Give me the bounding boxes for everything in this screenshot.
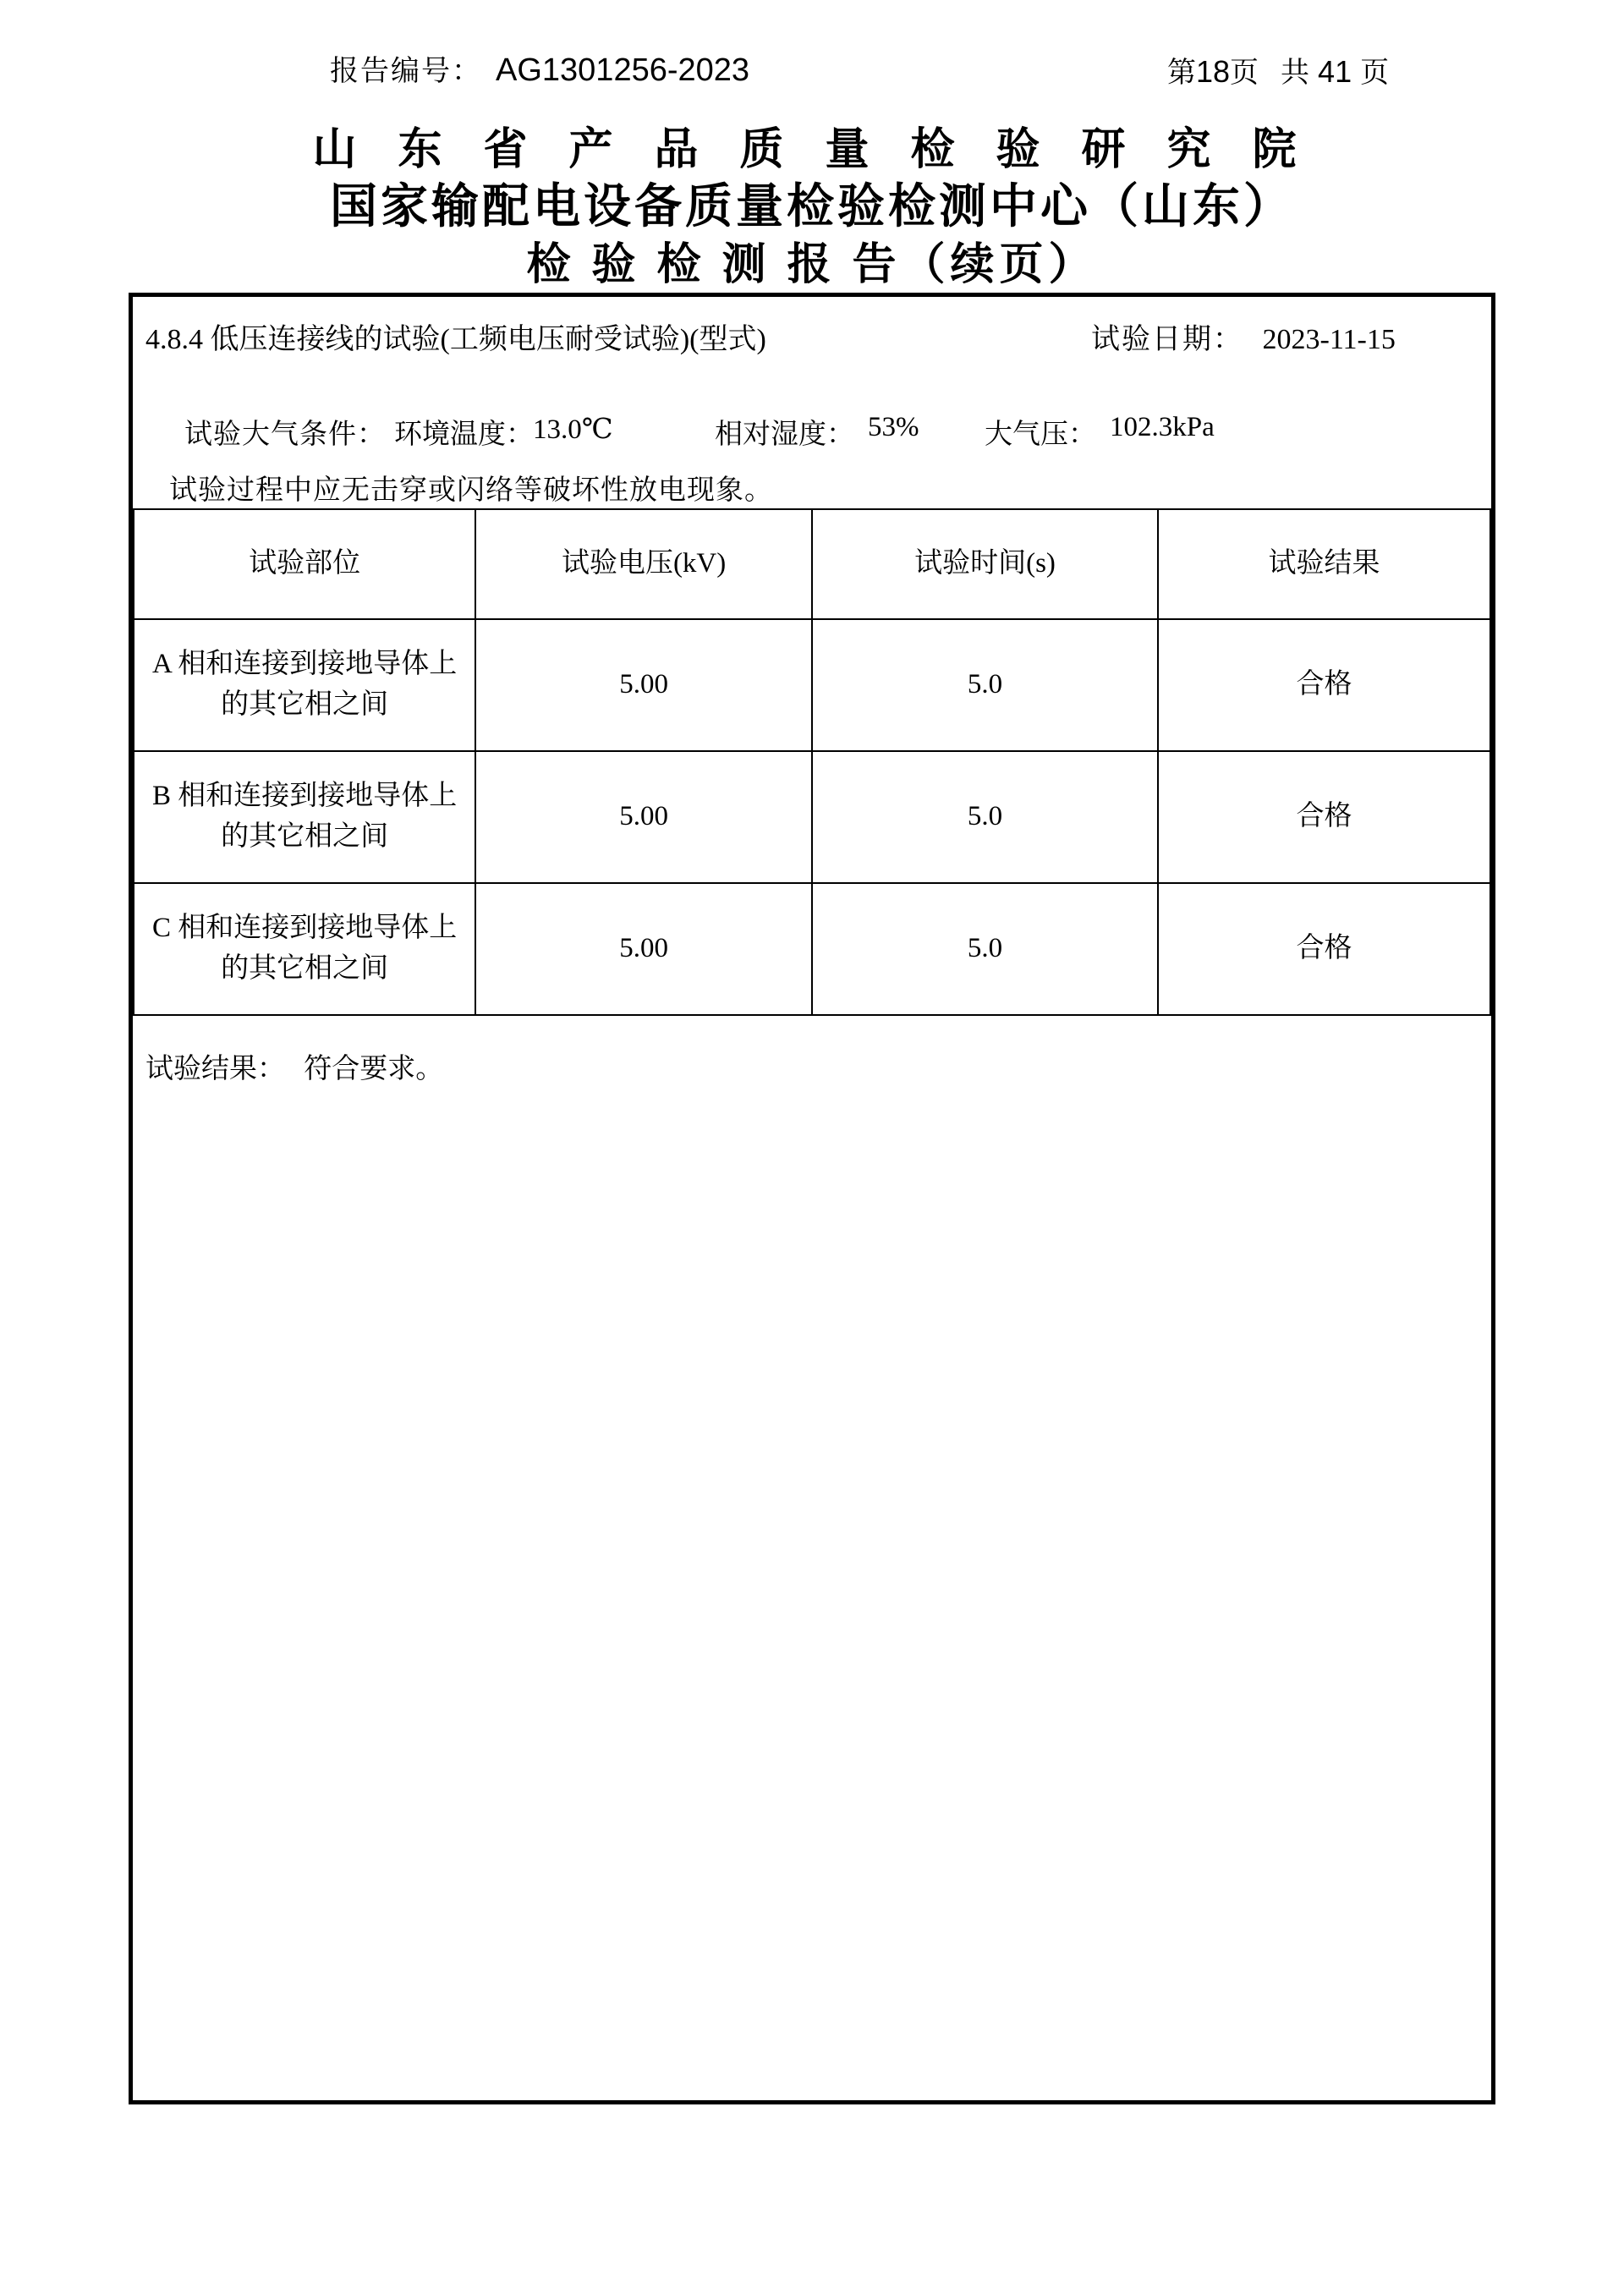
- column-header-test-result: 试验结果: [1158, 509, 1490, 619]
- atmospheric-conditions-row: [133, 412, 1486, 449]
- table-row: [134, 883, 1490, 1015]
- test-part-cell: A 相和连接到接地导体上的其它相之间: [134, 619, 475, 751]
- page-info-seg: 页: [1230, 58, 1259, 89]
- conclusion-value: 符合要求。: [304, 1054, 444, 1084]
- column-header-test-time: 试验时间(s): [812, 509, 1158, 619]
- temperature-label: 环境温度：: [394, 420, 534, 450]
- test-time-cell: 5.0: [812, 751, 1158, 883]
- humidity-value: 53%: [868, 412, 919, 442]
- test-voltage-cell: 5.00: [475, 751, 812, 883]
- section-title: 4.8.4 低压连接线的试验(工频电压耐受试验)(型式): [145, 324, 766, 355]
- test-result-cell: 合格: [1158, 751, 1490, 883]
- conditions-label: 试验大气条件：: [184, 420, 386, 450]
- page-number-info: [1167, 49, 1389, 91]
- report-content-box: [129, 293, 1495, 2104]
- center-title: 国家输配电设备质量检验检测中心（山东）: [330, 181, 1294, 233]
- current-page-number: 18: [1196, 54, 1231, 89]
- test-date-value: 2023-11-15: [1262, 324, 1396, 355]
- test-requirement-note: 试验过程中应无击穿或闪络等破坏性放电现象。: [169, 475, 773, 506]
- page-info-seg: 页: [1360, 58, 1390, 89]
- report-number-label: 报告编号：: [330, 56, 482, 87]
- table-row: [134, 751, 1490, 883]
- test-result-cell: 合格: [1158, 619, 1490, 751]
- test-results-table: [133, 508, 1491, 1016]
- test-voltage-cell: 5.00: [475, 883, 812, 1015]
- test-voltage-cell: 5.00: [475, 619, 812, 751]
- column-header-test-part: 试验部位: [134, 509, 475, 619]
- table-row: [134, 619, 1490, 751]
- test-part-cell: C 相和连接到接地导体上的其它相之间: [134, 883, 475, 1015]
- test-time-cell: 5.0: [812, 619, 1158, 751]
- report-number-line: [330, 47, 749, 89]
- column-header-test-voltage: 试验电压(kV): [475, 509, 812, 619]
- report-number-value: AG1301256-2023: [496, 52, 750, 88]
- test-date-group: [1091, 315, 1396, 357]
- test-result-cell: 合格: [1158, 883, 1490, 1015]
- temperature-value: 13.0℃: [533, 414, 613, 445]
- test-date-label: 试验日期：: [1091, 324, 1243, 355]
- test-part-cell: B 相和连接到接地导体上的其它相之间: [134, 751, 475, 883]
- report-type-title: 检 验 检 测 报 告（续页）: [526, 241, 1098, 289]
- pressure-label: 大气压：: [985, 420, 1096, 450]
- section-header-row: [145, 315, 1482, 354]
- page-info-seg: 共: [1281, 58, 1310, 89]
- pressure-value: 102.3kPa: [1110, 412, 1215, 442]
- page-info-seg: 第: [1167, 58, 1196, 89]
- institute-title: 山 东 省 产 品 质 量 检 验 研 究 院: [312, 126, 1312, 174]
- total-page-number: 41: [1318, 54, 1352, 89]
- conclusion-label: 试验结果：: [145, 1054, 285, 1084]
- test-time-cell: 5.0: [812, 883, 1158, 1015]
- conclusion-row: [145, 1046, 443, 1086]
- humidity-label: 相对湿度：: [715, 420, 854, 450]
- table-header-row: [134, 509, 1490, 619]
